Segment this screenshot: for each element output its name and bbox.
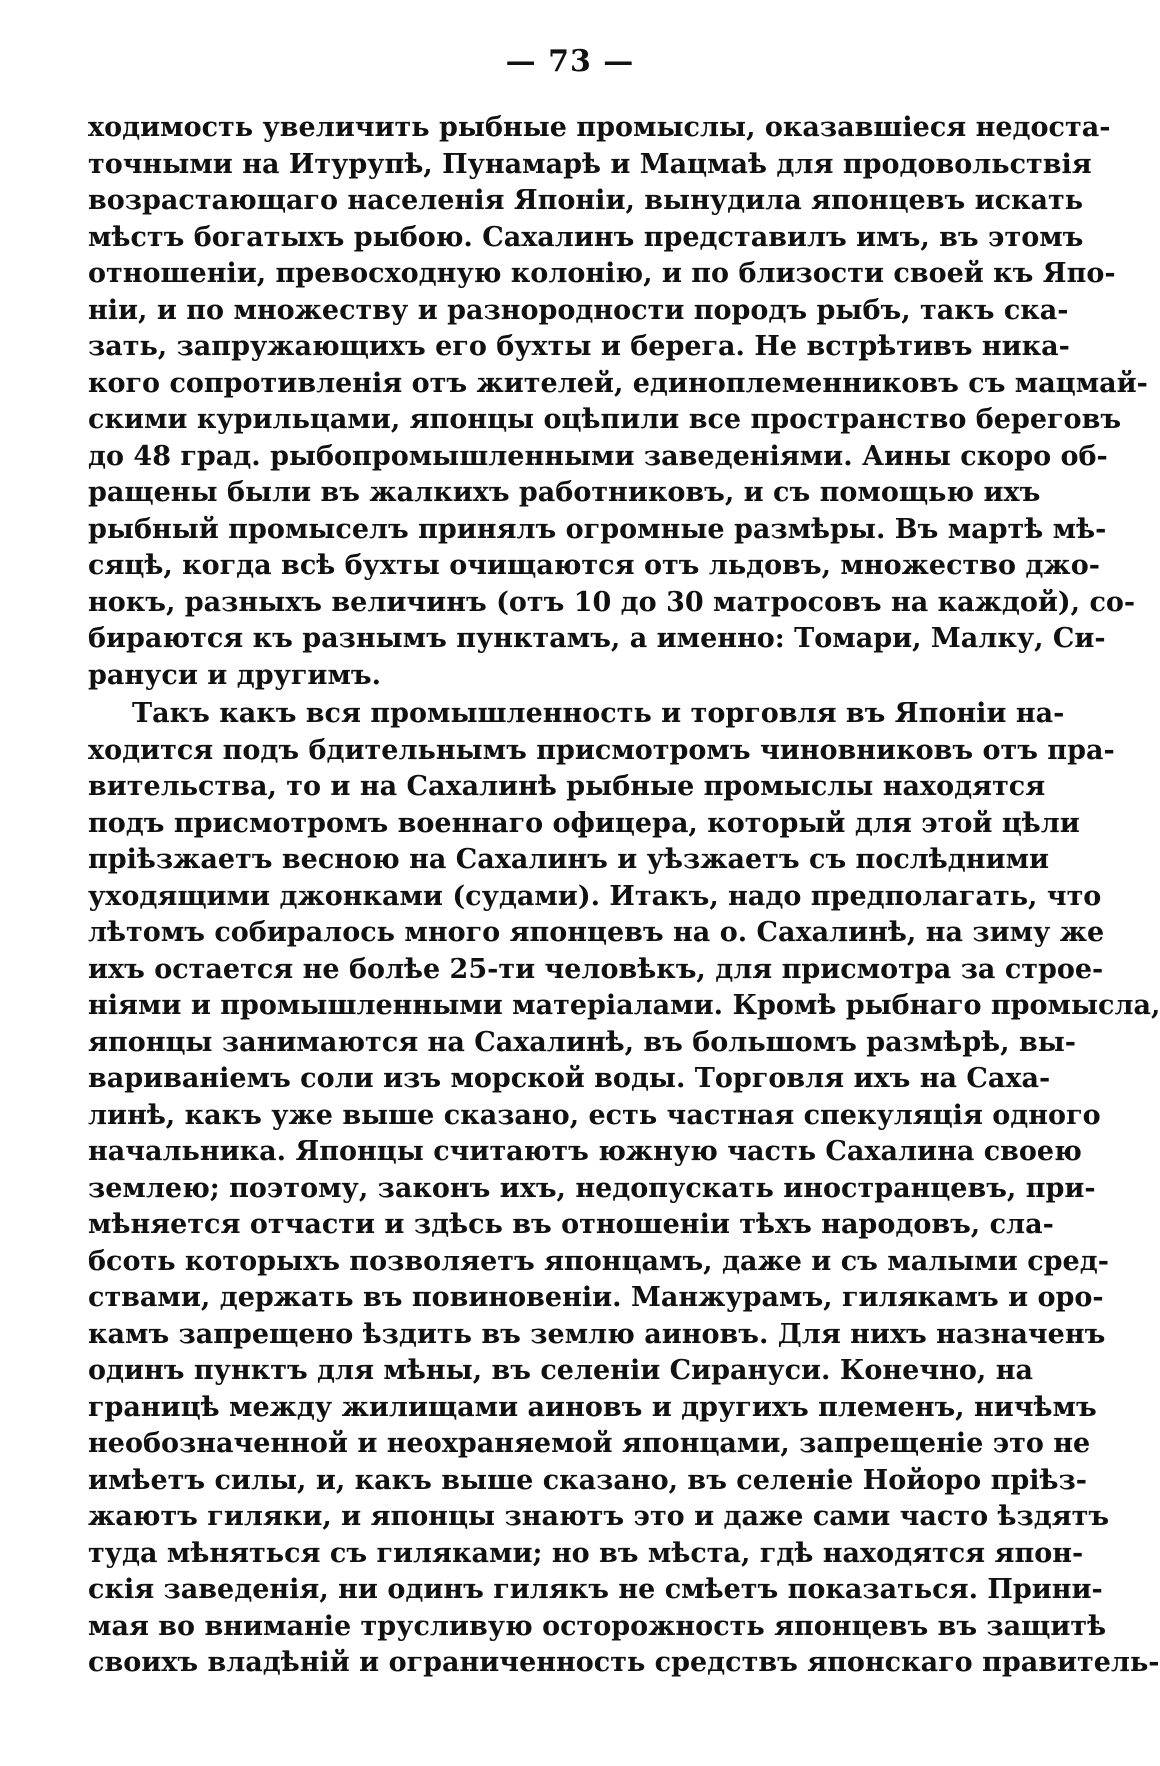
text-line: ствами, держать въ повиновенiи. Манжурамъ, гилякамъ и оро- bbox=[88, 1282, 1104, 1313]
text-line: прiѣзжаетъ весною на Сахалинъ и уѣзжаетъ съ послѣдними bbox=[88, 844, 1050, 875]
text-line: мѣстъ богатыхъ рыбою. Сахалинъ представилъ имъ, въ этомъ bbox=[88, 221, 1084, 253]
paragraph-1 bbox=[88, 110, 1148, 694]
text-line: начальника. Японцы считаютъ южную часть Сахалина своею bbox=[88, 1136, 1082, 1167]
page-number: — 73 — bbox=[505, 44, 635, 79]
text-line: сяцѣ, когда всѣ бухты очищаются отъ льдовъ, множество джо- bbox=[88, 550, 1100, 581]
text-line: необозначенной и неохраняемой японцами, запрещенiе это не bbox=[88, 1428, 1091, 1459]
text-line: нiи, и по множеству и разнородности породъ рыбъ, такъ ска- bbox=[88, 294, 1069, 326]
text-line: кого сопротивленiя отъ жителей, единоплеменниковъ съ мацмай- bbox=[88, 367, 1148, 399]
text-line: ращены были въ жалкихъ работниковъ, и съ помощью ихъ bbox=[88, 477, 1041, 508]
text-line: до 48 град. рыбопромышленными заведенiями. Аины скоро об- bbox=[88, 440, 1108, 472]
text-line: своихъ владѣнiй и ограниченность средствъ японскаго правитель- bbox=[88, 1647, 1160, 1678]
text-line: мая во вниманiе трусливую осторожность японцевъ въ защитѣ bbox=[88, 1610, 1107, 1642]
text-line: отношенiи, превосходную колонiю, и по близости своей къ Япо- bbox=[88, 258, 1116, 289]
paragraph-2 bbox=[88, 696, 1160, 1682]
text-line: ходится подъ бдительнымъ присмотромъ чиновниковъ отъ пра- bbox=[88, 734, 1115, 766]
text-line: зать, запружающихъ его бухты и берега. Не встрѣтивъ никa- bbox=[88, 331, 1070, 362]
text-line: имѣетъ силы, и, какъ выше сказано, въ селенiе Нойоро прiѣз- bbox=[88, 1464, 1087, 1496]
text-line: возрастающаго населенiя Японiи, вынудила японцевъ искать bbox=[88, 185, 1084, 216]
text-line: лѣтомъ собиралось много японцевъ на о. Сахалинѣ, на зиму же bbox=[88, 917, 1105, 948]
body-text bbox=[88, 110, 1160, 1682]
text-line: вариванiемъ соли изъ морской воды. Торговля ихъ на Саха- bbox=[88, 1063, 1051, 1094]
text-line: рануси и другимъ. bbox=[88, 659, 382, 691]
text-line: японцы занимаются на Сахалинѣ, въ большомъ размѣрѣ, вы- bbox=[88, 1026, 1076, 1058]
text-line: точными на Итурупѣ, Пунамарѣ и Мацмаѣ для продовольствiя bbox=[88, 148, 1092, 180]
text-line: бираются къ разнымъ пунктамъ, а именно: Томари, Малку, Си- bbox=[88, 623, 1106, 654]
text-line: Такъ какъ вся промышленность и торговля въ Японiи на- bbox=[132, 698, 1065, 729]
text-line: ихъ остается не болѣе 25-ти человѣкъ, для присмотра за строе- bbox=[88, 953, 1104, 985]
text-line: одинъ пунктъ для мѣны, въ селенiи Сирануси. Конечно, на bbox=[88, 1355, 1033, 1386]
text-line: линѣ, какъ уже выше сказано, есть частная спекуляцiя одного bbox=[88, 1099, 1101, 1131]
text-line: бсоть которыхъ позволяетъ японцамъ, даже и съ малыми сред- bbox=[88, 1245, 1109, 1277]
text-line: нокъ, разныхъ величинъ (отъ 10 до 30 матросовъ на каждой), со- bbox=[88, 586, 1136, 618]
text-line: ходимость увеличить рыбные промыслы, оказавшiеся недоста- bbox=[88, 112, 1111, 143]
text-line: землею; поэтому, законъ ихъ, недопускать иностранцевъ, при- bbox=[88, 1172, 1096, 1204]
text-line: вительства, то и на Сахалинѣ рыбные промыслы находятся bbox=[88, 771, 1046, 802]
text-line: рыбный промыселъ принялъ огромные размѣры. Въ мартѣ мѣ- bbox=[88, 513, 1107, 545]
text-line: скими курильцами, японцы оцѣпили все пространство береговъ bbox=[88, 404, 1122, 435]
text-line: нiями и промышленными матерiалами. Кромѣ рыбнаго промысла, bbox=[88, 990, 1160, 1021]
text-line: мѣняется отчасти и здѣсь въ отношенiи тѣхъ народовъ, сла- bbox=[88, 1209, 1054, 1240]
text-line: жаютъ гиляки, и японцы знаютъ это и даже сами часто ѣздятъ bbox=[88, 1501, 1110, 1532]
text-line: камъ запрещено ѣздить въ землю аиновъ. Для нихъ назначенъ bbox=[88, 1318, 1106, 1350]
text-line: границѣ между жилищами аиновъ и другихъ племенъ, ничѣмъ bbox=[88, 1391, 1097, 1423]
text-line: скiя заведенiя, ни одинъ гилякъ не смѣетъ показаться. Прини- bbox=[88, 1574, 1103, 1605]
text-line: туда мѣняться съ гиляками; но въ мѣста, гдѣ находятся япон- bbox=[88, 1537, 1084, 1569]
text-line: уходящими джонками (судами). Итакъ, надо предполагать, что bbox=[88, 880, 1102, 912]
text-line: подъ присмотромъ военнаго офицера, который для этой цѣли bbox=[88, 807, 1080, 839]
